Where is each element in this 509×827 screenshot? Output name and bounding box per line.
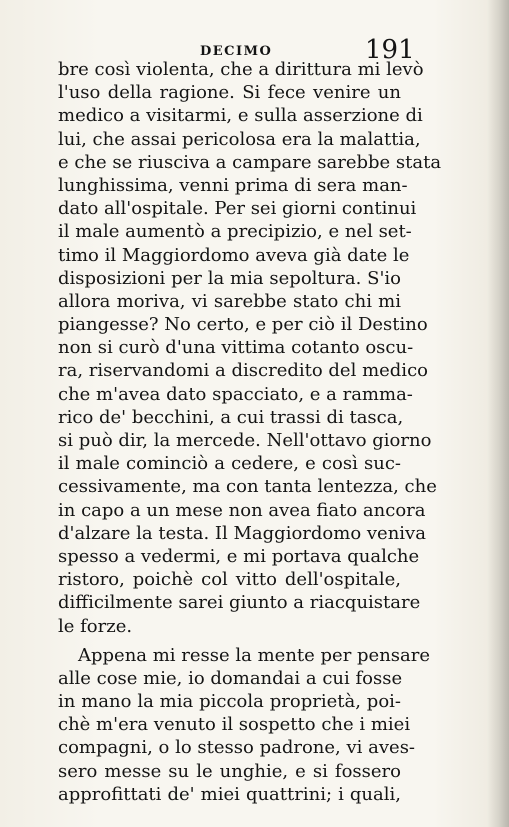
text-line: disposizioni per la mia sepoltura. S'io [58, 267, 401, 289]
paragraph [58, 58, 442, 638]
text-line: ristoro, poichè col vitto dell'ospitale, [58, 569, 401, 591]
text-line: difficilmente sarei giunto a riacquistare [58, 592, 421, 614]
text-line: allora moriva, vi sarebbe stato chi mi [58, 290, 401, 312]
text-line: il male cominciò a cedere, e così suc- [58, 453, 401, 475]
running-head: DECIMO [200, 44, 273, 59]
text-line: rico de' becchini, a cui trassi di tasca, [58, 406, 404, 428]
text-line: cessivamente, ma con tanta lentezza, che [58, 476, 437, 498]
text-line: si può dir, la mercede. Nell'ottavo giorno [58, 430, 432, 451]
text-line: medico a visitarmi, e sulla asserzione di [58, 105, 423, 127]
text-line: approfittati de' miei quattrini; i quali, [58, 783, 401, 805]
text-line: Appena mi resse la mente per pensare [78, 644, 431, 666]
page-edge-shadow [487, 0, 509, 827]
text-line: l'uso della ragione. Si fece venire un [58, 82, 401, 104]
text-line: non si curò d'una vittima cotanto oscu- [58, 337, 414, 359]
text-line: lunghissima, venni prima di sera man- [58, 174, 408, 196]
text-line: timo il Maggiordomo aveva già date le [58, 244, 410, 266]
text-line: il male aumentò a precipizio, e nel set- [58, 221, 412, 243]
text-line: bre così violenta, che a dirittura mi levò [58, 59, 424, 80]
page-number: 191 [365, 35, 415, 65]
text-line: sero messe su le unghie, e si fossero [58, 760, 401, 782]
body-text [58, 58, 442, 806]
text-line: dato all'ospitale. Per sei giorni continui [58, 198, 417, 220]
text-line: lui, che assai pericolosa era la malattia, [58, 128, 421, 150]
text-line: alle cose mie, io domandai a cui fosse [58, 667, 403, 689]
text-line: in mano la mia piccola proprietà, poi- [58, 691, 401, 713]
text-line: spesso a vedermi, e mi portava qualche [58, 545, 420, 567]
text-line: compagni, o lo stesso padrone, vi aves- [58, 737, 416, 759]
text-line: ra, riservandomi a discredito del medico [58, 360, 428, 382]
text-line: d'alzare la testa. Il Maggiordomo veniva [58, 522, 426, 544]
text-line: e che se riusciva a campare sarebbe stata [58, 151, 442, 173]
text-line: che m'avea dato spacciato, e a ramma- [58, 383, 413, 405]
paragraph [58, 644, 431, 806]
text-line: piangesse? No certo, e per ciò il Destino [58, 314, 428, 336]
text-line: chè m'era venuto il sospetto che i miei [58, 714, 411, 736]
text-line: in capo a un mese non avea fiato ancora [58, 499, 426, 521]
text-line: le forze. [58, 615, 133, 637]
